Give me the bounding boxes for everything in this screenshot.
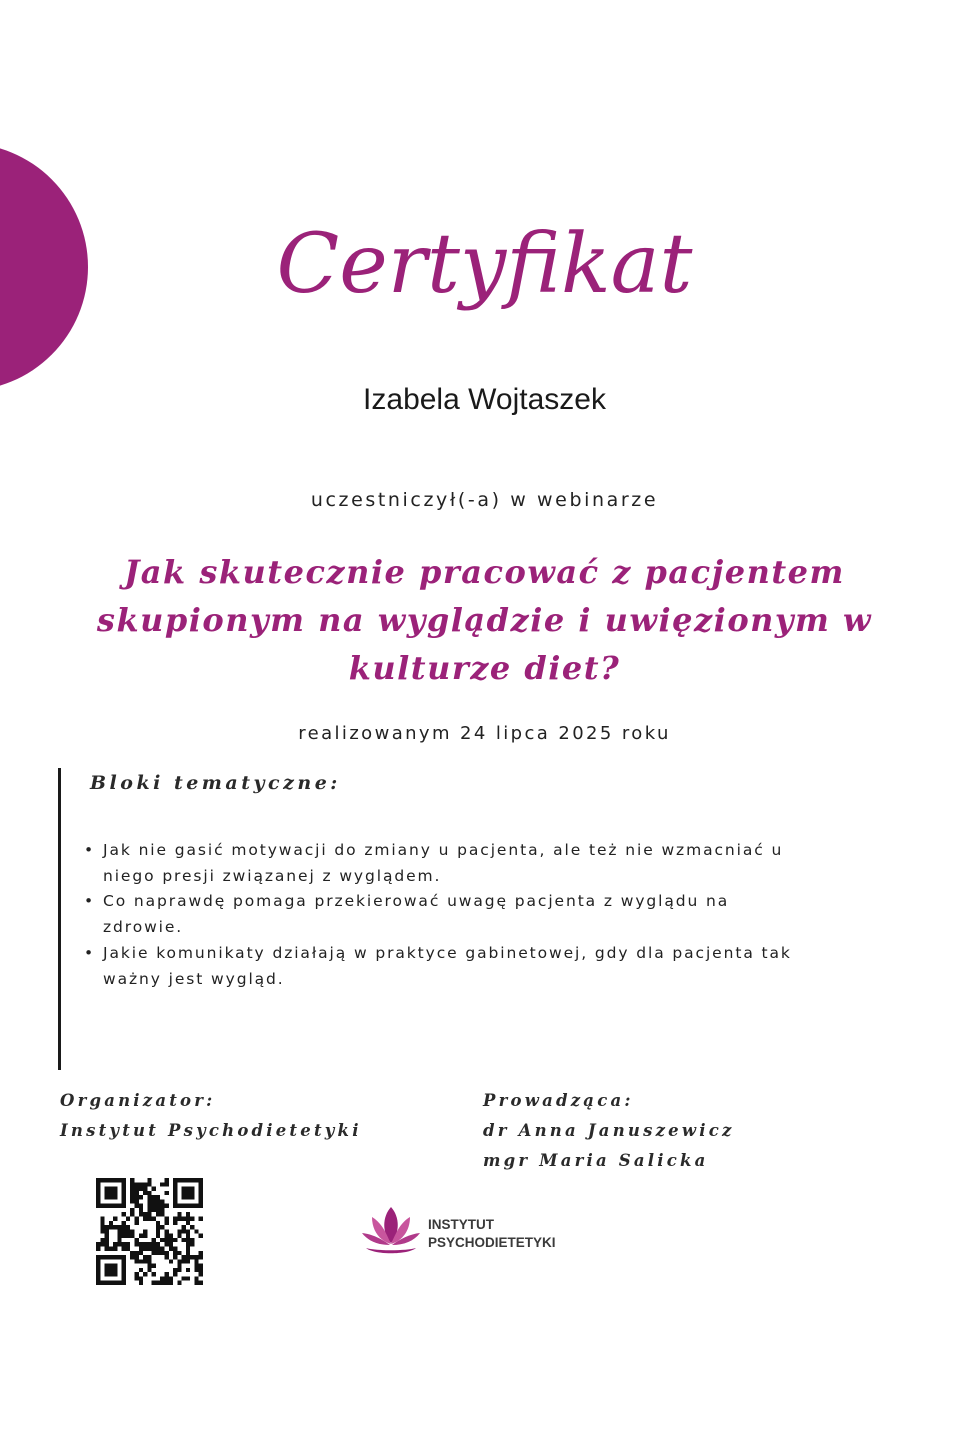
topics-divider [58,768,61,1070]
recipient-name: Izabela Wojtaszek [363,383,606,416]
list-item [80,941,815,992]
qr-code-icon[interactable] [96,1178,203,1285]
host-name: mgr Maria Salicka [483,1151,709,1170]
topics-heading: Bloki tematyczne: [90,772,341,794]
list-item [80,838,815,889]
list-item-line: Jak nie gasić motywacji do zmiany u pacjenta, ale też nie wzmacniać u [103,841,784,859]
hosts-block [483,1086,735,1176]
organizer-name: Instytut Psychodietetyki [60,1121,362,1140]
list-item-line: niego presji związanej z wyglądem. [103,866,442,885]
participation-statement: uczestniczył(-a) w webinarze [310,489,659,511]
bullet-icon: • [84,892,96,911]
list-item [80,889,815,940]
list-item-line: ważny jest wygląd. [103,969,285,988]
institute-logo [360,1203,556,1265]
webinar-date: realizowanym 24 lipca 2025 roku [298,723,671,744]
topics-list [80,838,815,992]
logo-text-line: INSTYTUT [428,1217,494,1232]
webinar-title-line: Jak skutecznie pracować z pacjentem [124,553,845,591]
list-item-line: zdrowie. [103,918,184,937]
bullet-icon: • [84,841,96,859]
certificate-title: Certyfikat [276,217,693,312]
host-name: dr Anna Januszewicz [483,1121,735,1140]
lotus-icon [360,1203,422,1265]
logo-text [428,1216,556,1252]
organizer-block [60,1086,362,1146]
list-item-line: Co naprawdę pomaga przekierować uwagę pacjenta z wyglądu na [103,892,730,911]
webinar-title-line: skupionym na wyglądzie i uwięzionym w [96,601,873,639]
bullet-icon: • [84,943,96,962]
webinar-title [80,548,889,692]
logo-text-line: PSYCHODIETETYKI [428,1235,556,1250]
webinar-title-line: kulturze diet? [348,649,621,687]
hosts-label: Prowadząca: [483,1091,634,1110]
list-item-line: Jakie komunikaty działają w praktyce gabinetowej, gdy dla pacjenta tak [103,943,792,962]
organizer-label: Organizator: [60,1091,216,1110]
